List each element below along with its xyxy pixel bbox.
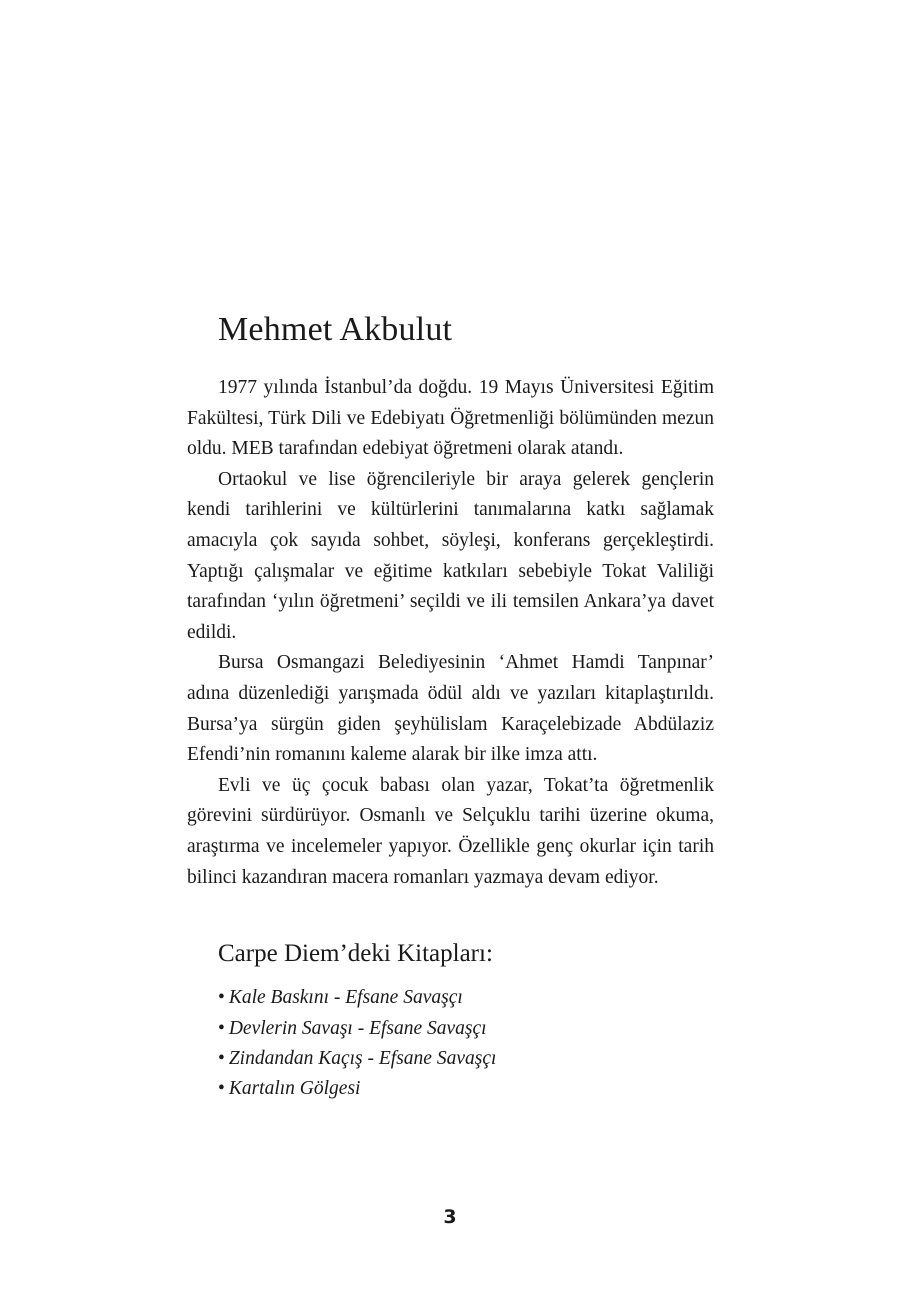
bio-paragraph: 1977 yılında İstanbul’da doğdu. 19 Mayıs Üniversitesi Eğitim Fakültesi, Türk Dili ve Edebiyatı Öğretmenliği bölümünden mezun oldu. MEB tarafından edebiyat öğretmeni olarak atandı. (187, 377, 714, 460)
author-bio (187, 373, 714, 893)
bullet-icon: • (218, 1047, 225, 1069)
author-name: Mehmet Akbulut (218, 311, 453, 348)
book-title: Kartalın Gölgesi (228, 1078, 361, 1100)
book-item (218, 1074, 714, 1104)
bio-paragraph: Evli ve üç çocuk babası olan yazar, Tokat’ta öğretmenlik görevini sürdürüyor. Osmanlı ve Selçuklu tarihi üzerine okuma, araştırma ve incelemeler yapıyor. Özellikle genç okurlar için tarih bilinci kazandıran macera romanları yazmaya devam ediyor. (187, 774, 714, 888)
books-heading: Carpe Diem’deki Kitapları: (218, 940, 493, 968)
bio-paragraph: Ortaokul ve lise öğrencileriyle bir araya gelerek gençlerin kendi tarihlerini ve kültürlerini tanımalarına katkı sağlamak amacıyla çok sayıda sohbet, söyleşi, konferans gerçekleştirdi. Yaptığı çalışmalar ve eğitime katkıları sebebiyle Tokat Valiliği tarafından ‘yılın öğretmeni’ seçildi ve ili temsilen Ankara’ya davet edildi. (187, 468, 714, 643)
bullet-icon: • (218, 1017, 225, 1039)
book-item (218, 1044, 714, 1074)
book-title: Kale Baskını - Efsane Savaşçı (228, 987, 463, 1009)
book-title: Zindandan Kaçış - Efsane Savaşçı (228, 1047, 497, 1069)
bio-paragraph: Bursa Osmangazi Belediyesinin ‘Ahmet Hamdi Tanpınar’ adına düzenlediği yarışmada ödül aldı ve yazıları kitaplaştırıldı. Bursa’ya sürgün giden şeyhülislam Karaçelebizade Abdülaziz Efendi’nin romanını kaleme alarak bir ilke imza attı. (187, 652, 714, 766)
book-item (218, 983, 714, 1013)
page-content (187, 305, 714, 1105)
book-list (187, 983, 714, 1105)
bullet-icon: • (218, 1078, 225, 1100)
page-number: 3 (443, 1206, 457, 1228)
book-title: Devlerin Savaşı - Efsane Savaşçı (228, 1017, 487, 1039)
book-item (218, 1014, 714, 1044)
bullet-icon: • (218, 987, 225, 1009)
